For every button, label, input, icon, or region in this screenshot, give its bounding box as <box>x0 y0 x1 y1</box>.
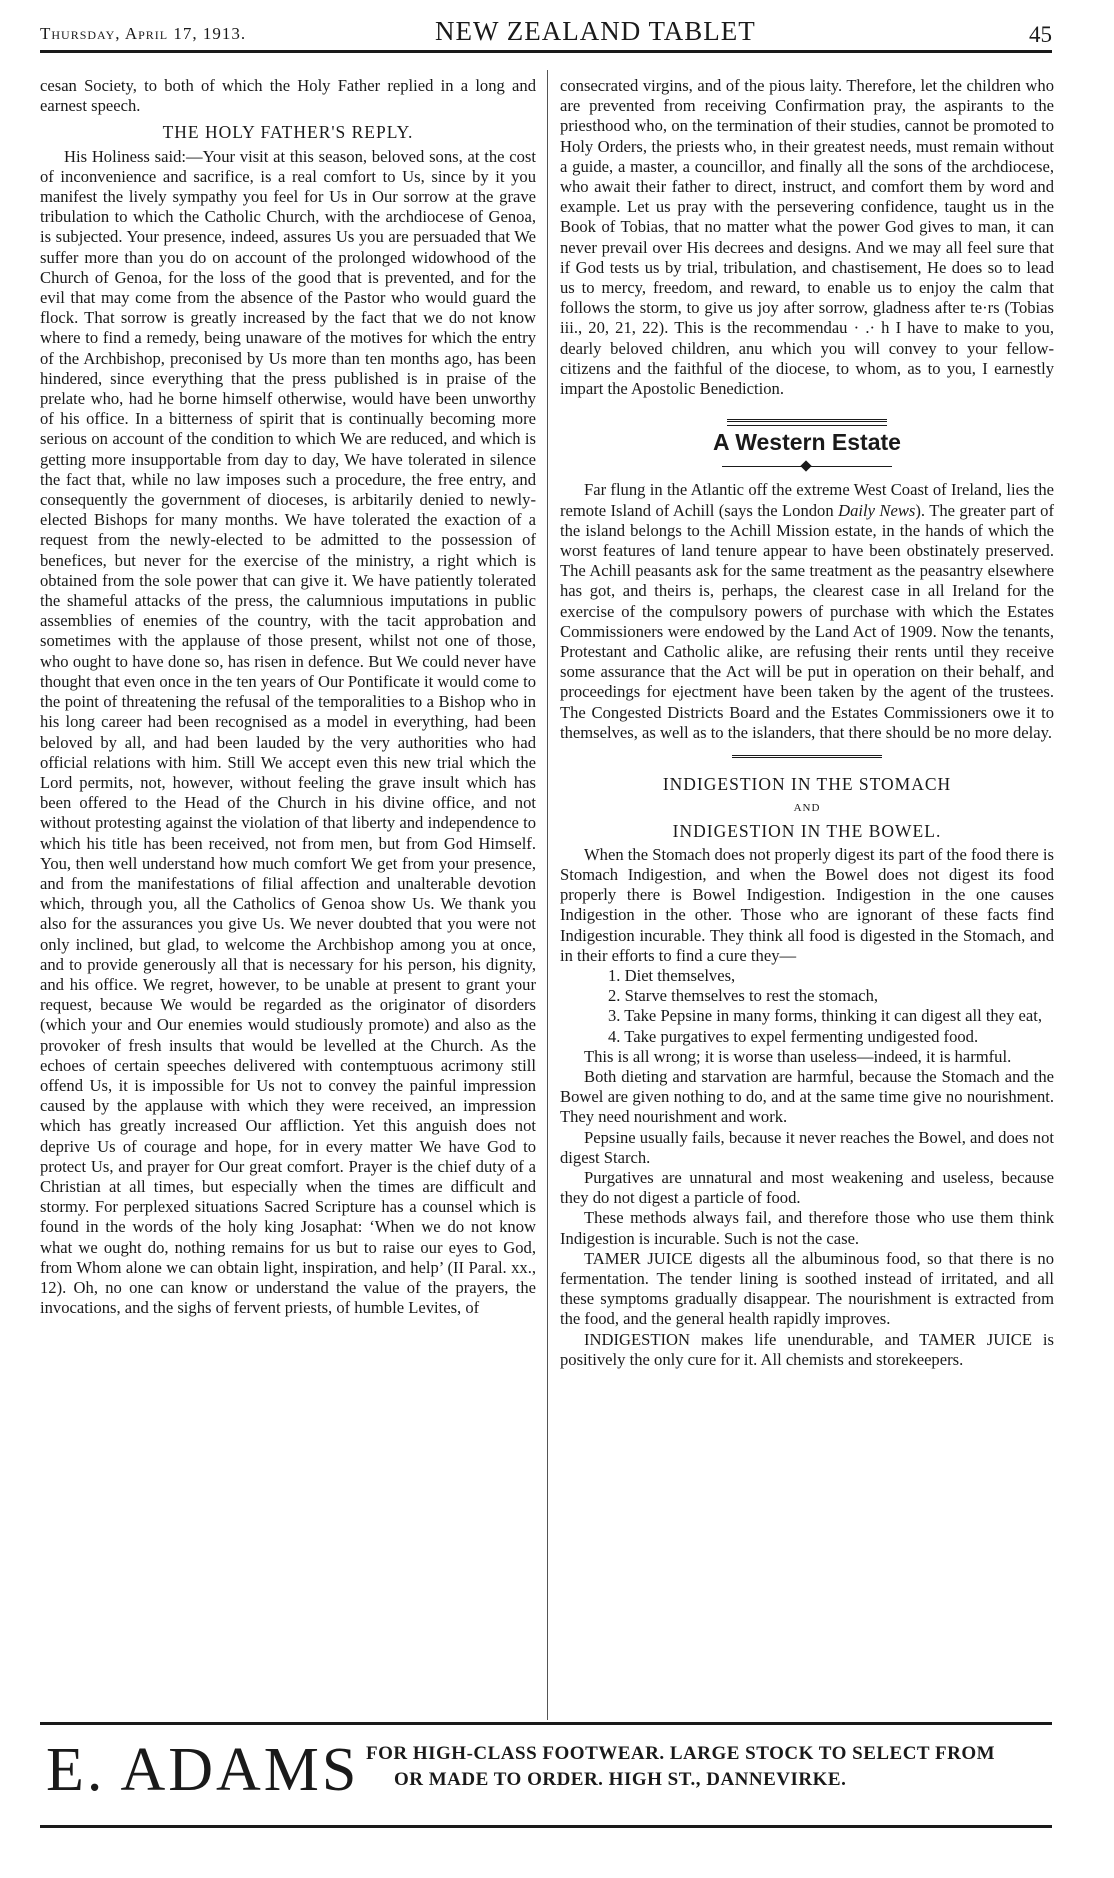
list-item: 4. Take purgatives to expel fermenting undigested food. <box>608 1026 979 1046</box>
indigestion-paragraph: Pepsine usually fails, because it never reaches the Bowel, and does not digest Starch. <box>560 1127 1054 1167</box>
advertisement-banner <box>40 1722 1052 1828</box>
section-divider <box>732 755 882 760</box>
article-continuation: consecrated virgins, and of the pious laity. Therefore, let the children who are prevented from receiving Confirmation pray, the aspirants to the priesthood who, on the termination of their studies, cannot be promoted to Holy Orders, the priests who, in their greatest needs, must remain without a guide, a master, a councillor, and finally all the sons of the archdiocese, who await their father to direct, instruct, and comfort them by word and example. Let us pray with the persevering confidence, taught us in the Book of Tobias, that no matter what the power God gives to man, it can never prevail over His decrees and designs. And we may all feel sure that if God tests us by trial, tribulation, and chastisement, He does so to lead us to mercy, freedom, and reward, to enable us to enjoy the calm that follows the storm, to give us joy after sorrow, gladness after te·rs (Tobias iii., 20, 21, 22). This is the recommendau · .· h I have to make to you, dearly beloved children, anu which you will convey to your fellow-citizens and the faithful of the diocese, to whom, as to you, I earnestly impart the Apostolic Benediction. <box>560 76 1054 399</box>
indigestion-heading-2: INDIGESTION IN THE BOWEL. <box>672 820 942 841</box>
estate-paragraph: Far flung in the Atlantic off the extreme West Coast of Ireland, lies the remote Island of Achill (says the London Daily News). The greater part of the island belongs to the Achill Mission estate, in the hands of which the worst features of land tenure appear to have been obstinately preserved. The Achill peasants ask for the same treatment as the peasantry elsewhere has got, and theirs is, perhaps, the clearest case in all Ireland for the exercise of the compulsory powers of purchase with which the Estates Commissioners were endowed by the Land Act of 1909. Now the tenants, Protestant and Catholic alike, are refusing their rents until they receive some assurance that the Act will be put in operation on their behalf, and proceedings for ejectment have been taken by the agent of the trustees. The Congested Districts Board and the Estates Commissioners owe it to themselves, as well as to the islanders, that there should be no more delay. <box>560 480 1054 742</box>
ornament-divider <box>722 462 892 472</box>
indigestion-paragraph: When the Stomach does not properly digest its part of the food there is Stomach Indigestion, and when the Bowel does not digest its food properly there is Bowel Indigestion. Indigestion in the one causes Indigestion in the other. Those who are ignorant of these facts find Indigestion incurable. They think all food is digested in the Stomach, and in their efforts to find a cure they— <box>560 844 1054 965</box>
list-item: 2. Starve themselves to rest the stomach, <box>608 986 879 1006</box>
list-item: 3. Take Pepsine in many forms, thinking it can digest all they eat, <box>608 1006 1043 1026</box>
indigestion-heading-and: AND <box>793 802 821 815</box>
indigestion-paragraph: This is all wrong; it is worse than useless—indeed, it is harmful. <box>584 1046 1012 1066</box>
ad-line-2: OR MADE TO ORDER. HIGH ST., DANNEVIRKE. <box>394 1769 847 1790</box>
list-item: 1. Diet themselves, <box>608 965 736 985</box>
indigestion-paragraph: Purgatives are unnatural and most weakening and useless, because they do not digest a particle of food. <box>560 1167 1054 1208</box>
left-column <box>40 76 536 1318</box>
page-number: 45 <box>1029 22 1052 47</box>
advertiser-logo: E. ADAMS <box>46 1736 360 1804</box>
estate-heading: A Western Estate <box>713 429 901 456</box>
issue-date: Thursday, April 17, 1913. <box>40 24 247 43</box>
section-divider <box>727 419 887 426</box>
indigestion-paragraph: These methods always fail, and therefore those who use them think Indigestion is incurable. Such is not the case. <box>560 1208 1054 1248</box>
page-header <box>40 10 1052 53</box>
newspaper-name: Daily News <box>838 500 916 520</box>
right-column <box>560 76 1054 1370</box>
article-lead: cesan Society, to both of which the Holy Father replied in a long and earnest speech. <box>40 76 536 116</box>
indigestion-paragraph: TAMER JUICE digests all the albuminous food, so that there is no fermentation. The tender lining is soothed instead of irritated, and all these symptoms gradually disappear. The nourishment is extracted from the food, and the general health rapidly improves. <box>560 1248 1054 1329</box>
ad-line-1: FOR HIGH-CLASS FOOTWEAR. LARGE STOCK TO SELECT FROM <box>366 1743 996 1764</box>
section-heading: THE HOLY FATHER'S REPLY. <box>162 122 414 143</box>
masthead-title: NEW ZEALAND TABLET <box>435 16 756 46</box>
indigestion-paragraph: Both dieting and starvation are harmful, because the Stomach and the Bowel are given nothing to do, and at the same time give no nourishment. They need nourishment and work. <box>560 1066 1054 1127</box>
advertisement-text <box>366 1741 995 1793</box>
indigestion-heading-1: INDIGESTION IN THE STOMACH <box>662 774 952 795</box>
column-divider <box>547 70 548 1720</box>
article-paragraph: His Holiness said:—Your visit at this season, beloved sons, at the cost of inconvenience and sacrifice, is a real comfort to Us, since by it you manifest the lively sympathy you feel for Us in Our sorrow at the grave tribulation to which the Catholic Church, with the archdiocese of Genoa, is subjected. Your presence, indeed, assures Us you are persuaded that We suffer more than you do on account of the prolonged widowhood of the Church of Genoa, for the loss of the good that is prevented, and for the evil that may come from the absence of the Pastor who would guard the flock. That sorrow is greatly increased by the fact that we do not know where to find a remedy, being unaware of the motives for which the entry of the Archbishop, preconised by Us more than ten months ago, has been hindered, since everything that the press published is in praise of the prelate who, had he borne himself otherwise, would have been unworthy of his office. In a bitterness of spirit that is continually becoming more serious on account of the condition to which We are reduced, and which is getting more insupportable from day to day, We have tolerated in silence the fact that, while no law imposes such a procedure, the free entry, and consequently the government of dioceses, is arbitarily denied to newly-elected Bishops for many months. We have tolerated the exaction of a request from the newly-elected to be admitted to the possession of benefices, but never for the exercise of the ministry, a right which is obtained from the sole power that can give it. We have patiently tolerated the shameful attacks of the press, the calumnious imputations in public assemblies of enemies of the country, with the tacit approbation and sometimes with the applause of those present, whilst not one of those, who ought to have done so, has risen in defence. But We could never have thought that even once in the ten years of Our Pontificate it would come to the point of threatening the refusal of the temporalities to a Bishop who in his long career had been recognised as a model in everything, had been beloved by all, and had been lauded by the very authorities who had official relations with him. Still We accept even this new trial which the Lord permits, not, however, without feeling the grave insult which has been offered to the Head of the Church in his divine office, and not without protesting against the violation of that liberty and independence to which his title has been received, not from men, but from God Himself. You, then well understand how much comfort We get from your presence, and from the manifestations of filial affection and unalterable devotion which, through you, all the Catholics of Genoa show Us. We thank you also for the assurances you give Us. We never doubted that you were not only inclined, but glad, to welcome the Archbishop among you at once, and to provide generously all that is necessary for his person, his dignity, and his office. We regret, however, to be unable at present to grant your request, because We would be regarded as the originator of disorders (which your and Our enemies would studiously promote) and also as the provoker of fresh insults that would be levelled at the Church. As the echoes of certain speeches delivered with contemptuous acrimony still offend Us, it is impossible for Us not to convey the painful impression caused by the applause with which they were received, an impression which has greatly increased Our affliction. Yet this anguish does not deprive Us of courage and hope, for in every matter We have God to protect Us, and prayer for Our great comfort. Prayer is the chief duty of a Christian at all times, but especially when the times are difficult and stormy. For perplexed situations Sacred Scripture has a counsel which is found in the words of the holy king Josaphat: ‘When we do not know what we ought do, nothing remains for us but to raise our eyes to God, from Whom alone we can obtain light, inspiration, and help’ (II Paral. xx., 12). Oh, no one can know or understand the value of the prayers, the invocations, and the sighs of fervent priests, of humble Levites, of <box>40 146 536 1318</box>
indigestion-paragraph: INDIGESTION makes life unendurable, and TAMER JUICE is positively the only cure for it. All chemists and storekeepers. <box>560 1329 1054 1369</box>
